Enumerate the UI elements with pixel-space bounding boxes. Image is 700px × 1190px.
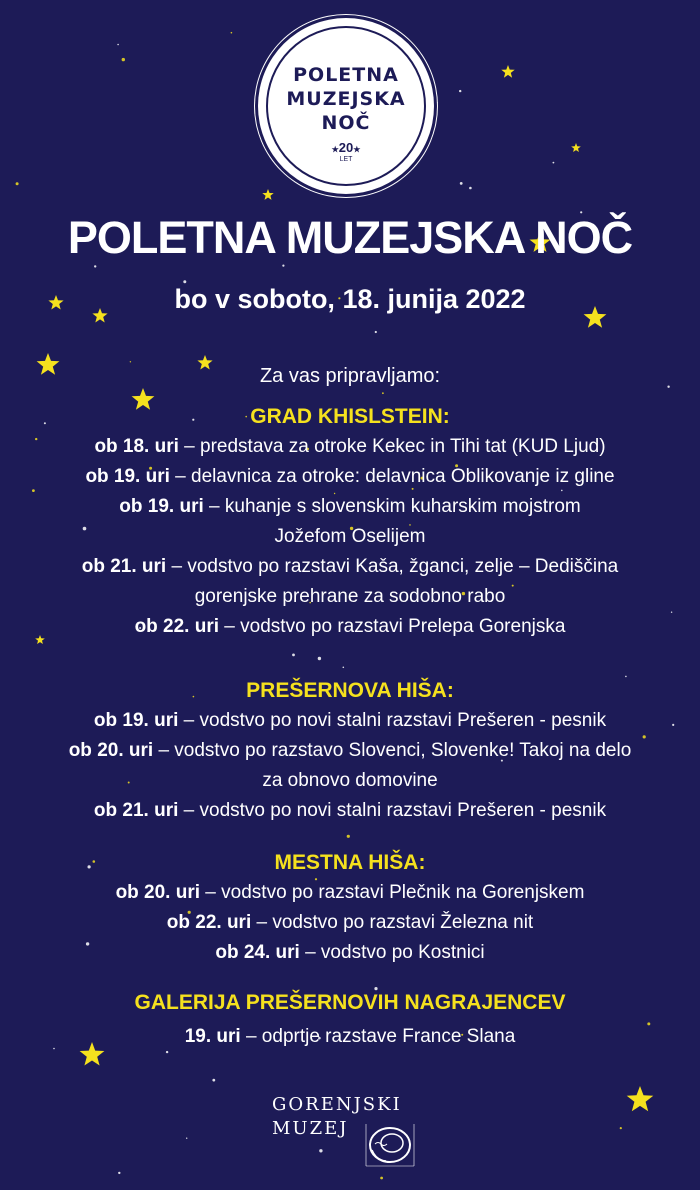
item-time: ob 24. uri (215, 942, 300, 963)
star-dot (382, 392, 384, 394)
star-dot (118, 1172, 120, 1174)
item-time: ob 19. uri (119, 496, 204, 517)
item-time: ob 20. uri (68, 740, 154, 761)
item-time: ob 22. uri (134, 616, 220, 637)
gorenjski-muzej-emblem (362, 1120, 418, 1170)
star-dot (375, 331, 377, 333)
logo-anniversary-number: 20 (338, 140, 354, 155)
star-dot (380, 1177, 383, 1180)
star-dot (620, 1127, 622, 1129)
item-time: ob 18. uri (94, 436, 179, 457)
item-text: – vodstvo po razstavi Kaša, žganci, zelje – Dediščina (166, 556, 619, 577)
section-title: GALERIJA PREŠERNOVIH NAGRAJENCEV (134, 991, 566, 1014)
item-time: 19. uri (184, 1026, 241, 1047)
star-dot (436, 102, 438, 104)
star-dot (117, 44, 119, 46)
brand-line-1: GORENJSKI (272, 1094, 402, 1115)
logo-line-2: MUZEJSKA (286, 88, 406, 110)
item-text: – vodstvo po razstavo Slovenci, Slovenke! Takoj na delo (153, 740, 632, 761)
item-text: – vodstvo po razstavi Prelepa Gorenjska (219, 616, 566, 637)
program-item (0, 1022, 700, 1052)
program-item-continued: Jožefom Oselijem (274, 526, 426, 547)
section-grad-khislstein (0, 402, 700, 642)
star-dot (469, 187, 472, 190)
star-dot (347, 835, 350, 838)
item-time: ob 21. uri (93, 800, 179, 821)
program-item (0, 706, 700, 736)
item-text: – vodstvo po novi stalni razstavi Prešeren - pesnik (178, 800, 607, 821)
star-icon (571, 143, 581, 152)
gorenjski-muzej-logo (272, 1094, 432, 1174)
section-title: GRAD KHISLSTEIN: (250, 405, 450, 428)
item-text: – vodstvo po razstavi Železna nit (251, 912, 534, 933)
event-logo (258, 18, 434, 194)
star-icon (262, 189, 273, 200)
star-dot (553, 162, 555, 164)
logo-line-3: NOČ (321, 112, 371, 134)
star-dot (16, 182, 19, 185)
program-item (0, 432, 700, 462)
star-dot (94, 265, 96, 267)
program-item (0, 462, 700, 492)
star-dot (460, 182, 463, 185)
program-item (0, 492, 700, 522)
brand-line-2: MUZEJ (272, 1118, 349, 1139)
item-text: – kuhanje s slovenskim kuharskim mojstrom (203, 496, 581, 517)
page-title: POLETNA MUZEJSKA NOČ (67, 212, 633, 263)
star-dot (130, 361, 131, 362)
star-dot (212, 1079, 215, 1082)
star-dot (292, 654, 295, 657)
program-item (0, 908, 700, 938)
item-text: – odprtje razstave France Slana (240, 1026, 516, 1047)
star-dot (343, 667, 345, 669)
program-item (0, 796, 700, 826)
item-time: ob 19. uri (93, 710, 179, 731)
item-time: ob 19. uri (85, 466, 170, 487)
item-time: ob 20. uri (115, 882, 201, 903)
section-presernova-hisa (0, 676, 700, 826)
program-item-continued: gorenjske prehrane za sodobno rabo (194, 586, 506, 607)
logo-anniversary: ★20★ (331, 140, 361, 155)
item-text: – vodstvo po razstavi Plečnik na Gorenjskem (200, 882, 585, 903)
section-title: MESTNA HIŠA: (274, 851, 426, 874)
program-item (0, 552, 700, 582)
item-time: ob 21. uri (81, 556, 167, 577)
logo-line-1: POLETNA (293, 64, 399, 86)
star-dot (318, 657, 321, 660)
program-item-continued: za obnovo domovine (262, 770, 438, 791)
item-text: – delavnica za otroke: delavnica Oblikovanje iz gline (169, 466, 615, 487)
star-dot (183, 280, 186, 283)
star-icon (501, 65, 514, 78)
event-date: bo v soboto, 18. junija 2022 (174, 284, 526, 314)
item-text: – predstava za otroke Kekec in Tihi tat (KUD Ljud) (178, 436, 606, 457)
section-galerija (0, 988, 700, 1052)
star-dot (186, 1138, 187, 1139)
star-icon (627, 1086, 654, 1111)
item-time: ob 22. uri (166, 912, 252, 933)
program-intro: Za vas pripravljamo: (259, 365, 441, 387)
item-text: – vodstvo po novi stalni razstavi Prešeren - pesnik (178, 710, 607, 731)
program-item (0, 736, 700, 766)
logo-anniversary-unit: LET (339, 156, 353, 163)
star-dot (231, 32, 233, 34)
star-dot (459, 90, 461, 92)
star-dot (122, 58, 125, 61)
section-mestna-hisa (0, 848, 700, 968)
program-item (0, 938, 700, 968)
program-item (0, 878, 700, 908)
program-item (0, 612, 700, 642)
section-title: PREŠERNOVA HIŠA: (246, 679, 454, 702)
star-dot (282, 265, 284, 267)
item-text: – vodstvo po Kostnici (299, 942, 485, 963)
